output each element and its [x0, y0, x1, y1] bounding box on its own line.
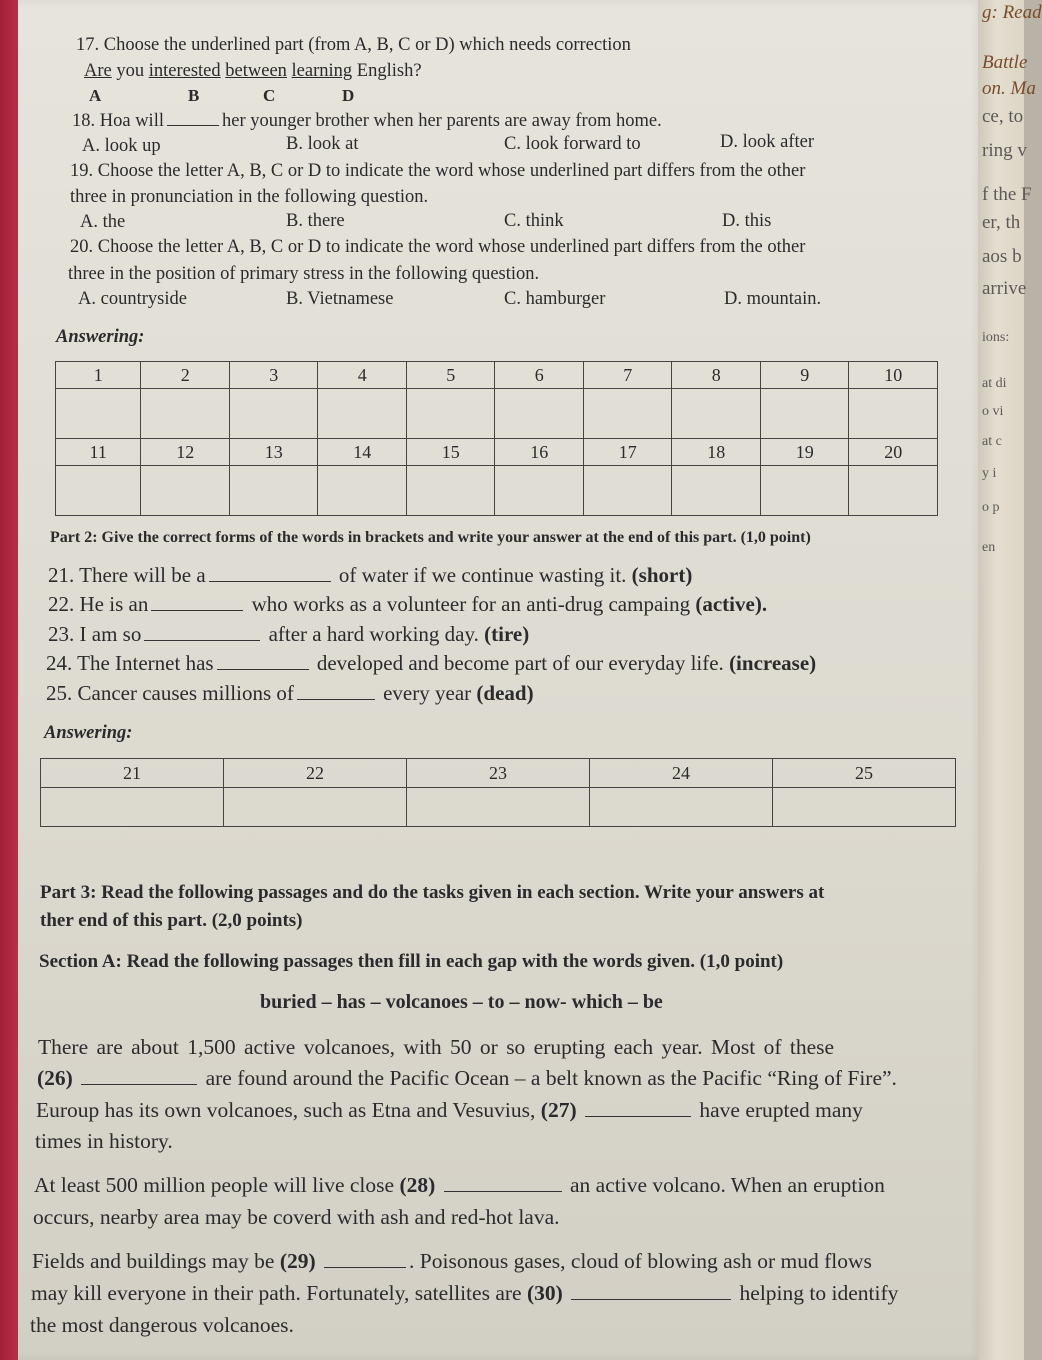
item-blank	[151, 609, 243, 611]
answer-cell[interactable]	[583, 389, 672, 439]
passage-p1-line3	[36, 1097, 863, 1123]
q17-prompt: 17. Choose the underlined part (from A, B, C or D) which needs correction	[76, 35, 631, 55]
answer-cell[interactable]	[406, 466, 495, 516]
item-text: who works as a volunteer for an anti-drug campaing	[251, 592, 691, 616]
table-cell: 3	[229, 362, 318, 389]
answer-cell[interactable]	[849, 389, 938, 439]
part3-heading-line1: Part 3: Read the following passages and do the tasks given in each section. Write your answers at	[40, 882, 825, 903]
q17-sentence	[84, 60, 422, 82]
answer-cell[interactable]	[583, 466, 672, 516]
gap-number-28: (28)	[399, 1173, 436, 1197]
word-bank: buried – has – volcanoes – to – now- which – be	[260, 991, 663, 1013]
table-cell: 16	[495, 439, 584, 466]
item-word: (short)	[631, 563, 693, 587]
gap-number-29: (29)	[279, 1249, 316, 1273]
item-blank	[297, 698, 375, 700]
table-cell: 24	[590, 759, 773, 788]
part2-item-25	[46, 680, 534, 706]
passage-p3-line3: the most dangerous volcanoes.	[30, 1313, 294, 1337]
q17-text: English?	[352, 61, 422, 81]
answer-cell[interactable]	[56, 389, 141, 439]
item-text: 22. He is an	[48, 592, 149, 616]
table-cell: 10	[849, 362, 938, 389]
passage-p1-line2	[37, 1065, 897, 1091]
side-fragment: ring v	[982, 140, 1027, 161]
q19-option-b: B. there	[286, 211, 345, 231]
q19-option-c: C. think	[504, 211, 564, 231]
side-fragment: ions:	[982, 330, 1010, 345]
item-blank	[217, 668, 309, 670]
table-cell: 21	[41, 759, 224, 788]
item-text: 21. There will be a	[48, 563, 206, 587]
side-fragment: er, th	[982, 212, 1021, 233]
gap-number-27: (27)	[540, 1098, 577, 1122]
answer-table-2	[40, 758, 956, 827]
answer-cell[interactable]	[229, 466, 318, 516]
item-text: of water if we continue wasting it.	[338, 563, 627, 587]
answer-cell[interactable]	[141, 466, 230, 516]
answer-cell[interactable]	[672, 389, 761, 439]
side-fragment: o p	[982, 500, 1000, 515]
q17-part-b: interested	[148, 61, 221, 81]
passage-p3-line1	[32, 1248, 872, 1274]
answer-cell[interactable]	[590, 788, 773, 827]
table-cell: 4	[318, 362, 407, 389]
answering-label-2: Answering:	[44, 723, 133, 743]
gap-number-26: (26)	[37, 1066, 73, 1090]
part3-heading-line2: ther end of this part. (2,0 points)	[40, 910, 303, 931]
q18-number: 18.	[72, 111, 96, 131]
passage-text: Euroup has its own volcanoes, such as Etna and Vesuvius,	[36, 1098, 536, 1122]
item-text: every year	[383, 681, 472, 705]
q20-option-a: A. countryside	[78, 289, 187, 309]
passage-p1-line1: There are about 1,500 active volcanoes, with 50 or so erupting each year. Most of these	[38, 1035, 835, 1059]
table-cell: 20	[849, 439, 938, 466]
q19-option-a: A. the	[80, 212, 126, 232]
side-fragment: y i	[982, 466, 997, 481]
q19-line1: 19. Choose the letter A, B, C or D to indicate the word whose underlined part differs from the other	[70, 161, 806, 181]
part2-item-21	[48, 562, 692, 588]
gap-number-30: (30)	[526, 1281, 563, 1305]
side-fragment: g: Read	[982, 2, 1042, 23]
q18-post: her younger brother when her parents are away from home.	[221, 111, 662, 131]
q20-line2: three in the position of primary stress in the following question.	[68, 264, 540, 284]
answer-cell[interactable]	[849, 466, 938, 516]
answer-cell[interactable]	[773, 788, 956, 827]
table-cell: 12	[141, 439, 230, 466]
q18-option-d: D. look after	[720, 132, 815, 152]
table-cell: 9	[760, 362, 849, 389]
side-fragment: arrive	[982, 278, 1027, 299]
side-fragment: Battle	[982, 52, 1028, 73]
q20-option-c: C. hamburger	[504, 289, 606, 309]
part2-heading: Part 2: Give the correct forms of the words in brackets and write your answer at the end of this part. (1,0 point)	[50, 529, 811, 546]
table-cell: 5	[406, 362, 495, 389]
passage-text: Fields and buildings may be	[32, 1249, 275, 1273]
answer-cell[interactable]	[56, 466, 141, 516]
q17-letter-b: B	[188, 86, 200, 105]
answer-cell[interactable]	[224, 788, 407, 827]
item-text: 24. The Internet has	[46, 651, 214, 675]
passage-p1-line4: times in history.	[35, 1129, 173, 1153]
answer-table-1	[55, 361, 938, 516]
passage-p2-line2: occurs, nearby area may be coverd with ash and red-hot lava.	[33, 1205, 560, 1229]
answer-cell[interactable]	[495, 466, 584, 516]
side-fragment: on. Ma	[982, 78, 1036, 99]
table-cell: 2	[141, 362, 230, 389]
part2-item-24	[46, 650, 816, 676]
q18-option-a: A. look up	[82, 136, 161, 156]
table-cell: 6	[495, 362, 584, 389]
table-cell: 19	[760, 439, 849, 466]
q20-line1: 20. Choose the letter A, B, C or D to indicate the word whose underlined part differs from the other	[70, 237, 806, 257]
gap-30-blank[interactable]	[571, 1298, 731, 1300]
item-word: (increase)	[729, 651, 817, 675]
gap-26-blank[interactable]	[81, 1083, 197, 1085]
part2-item-23	[48, 621, 529, 647]
q19-line2: three in pronunciation in the following question.	[70, 187, 429, 207]
side-fragment: at di	[982, 376, 1007, 391]
table-cell: 1	[56, 362, 141, 389]
q18-option-b: B. look at	[286, 134, 359, 154]
q20-option-d: D. mountain.	[724, 289, 822, 309]
passage-text: have erupted many	[699, 1098, 863, 1122]
answer-cell[interactable]	[41, 788, 224, 827]
answer-cell[interactable]	[495, 389, 584, 439]
table-cell: 18	[672, 439, 761, 466]
table-cell: 8	[672, 362, 761, 389]
item-text: developed and become part of our everyday life.	[316, 651, 724, 675]
q20-option-b: B. Vietnamese	[286, 289, 394, 309]
item-word: (dead)	[476, 681, 534, 705]
passage-p3-line2	[31, 1280, 898, 1306]
passage-text: . Poisonous gases, cloud of blowing ash or mud flows	[409, 1249, 872, 1273]
table-cell: 15	[406, 439, 495, 466]
side-fragment: o vi	[982, 404, 1004, 419]
q18-blank	[167, 124, 219, 126]
gap-29-blank[interactable]	[324, 1266, 406, 1268]
q18-pre: Hoa will	[99, 111, 164, 131]
passage-text: helping to identify	[739, 1281, 899, 1305]
q19-option-d: D. this	[722, 211, 772, 231]
side-fragment: ce, to	[982, 106, 1024, 127]
passage-text: may kill everyone in their path. Fortunately, satellites are	[31, 1281, 522, 1305]
passage-text: an active volcano. When an eruption	[570, 1173, 885, 1197]
item-blank	[209, 580, 331, 582]
table-cell: 14	[318, 439, 407, 466]
item-word: (tire)	[484, 622, 530, 646]
side-fragment: f the F	[982, 184, 1032, 205]
passage-text: At least 500 million people will live close	[34, 1173, 395, 1197]
q17-part-c: between	[225, 61, 287, 81]
q17-letter-d: D	[342, 86, 355, 105]
q18-option-c: C. look forward to	[504, 134, 641, 154]
q17-letter-c: C	[263, 86, 276, 105]
table-cell: 7	[583, 362, 672, 389]
item-text: after a hard working day.	[268, 622, 479, 646]
part2-item-22	[48, 591, 767, 617]
gap-28-blank[interactable]	[444, 1190, 562, 1192]
item-blank	[144, 639, 260, 641]
answer-cell[interactable]	[318, 389, 407, 439]
answering-label-1: Answering:	[56, 327, 145, 347]
table-cell: 25	[773, 759, 956, 788]
q17-text: you	[111, 61, 149, 81]
table-cell: 23	[407, 759, 590, 788]
answer-cell[interactable]	[760, 466, 849, 516]
answer-cell[interactable]	[407, 788, 590, 827]
passage-p2-line1	[34, 1172, 885, 1198]
side-fragment: en	[982, 540, 996, 555]
q17-part-d: learning	[291, 61, 353, 81]
gap-27-blank[interactable]	[585, 1115, 691, 1117]
item-word: (active).	[695, 592, 768, 616]
q17-letter-a: A	[89, 86, 102, 105]
side-fragment: at c	[982, 434, 1002, 449]
side-fragment: aos b	[982, 246, 1022, 267]
item-text: 23. I am so	[48, 622, 142, 646]
table-cell: 11	[56, 439, 141, 466]
answer-cell[interactable]	[318, 466, 407, 516]
section-a-heading: Section A: Read the following passages then fill in each gap with the words given. (1,0 point)	[39, 951, 784, 972]
answer-cell[interactable]	[760, 389, 849, 439]
table-cell: 22	[224, 759, 407, 788]
table-cell: 13	[229, 439, 318, 466]
q17-part-a: Are	[84, 61, 112, 81]
answer-cell[interactable]	[229, 389, 318, 439]
q18-sentence	[72, 110, 662, 132]
passage-text: are found around the Pacific Ocean – a belt known as the Pacific “Ring of Fire”.	[205, 1066, 897, 1090]
answer-cell[interactable]	[406, 389, 495, 439]
table-cell: 17	[583, 439, 672, 466]
item-text: 25. Cancer causes millions of	[46, 681, 294, 705]
answer-cell[interactable]	[141, 389, 230, 439]
answer-cell[interactable]	[672, 466, 761, 516]
